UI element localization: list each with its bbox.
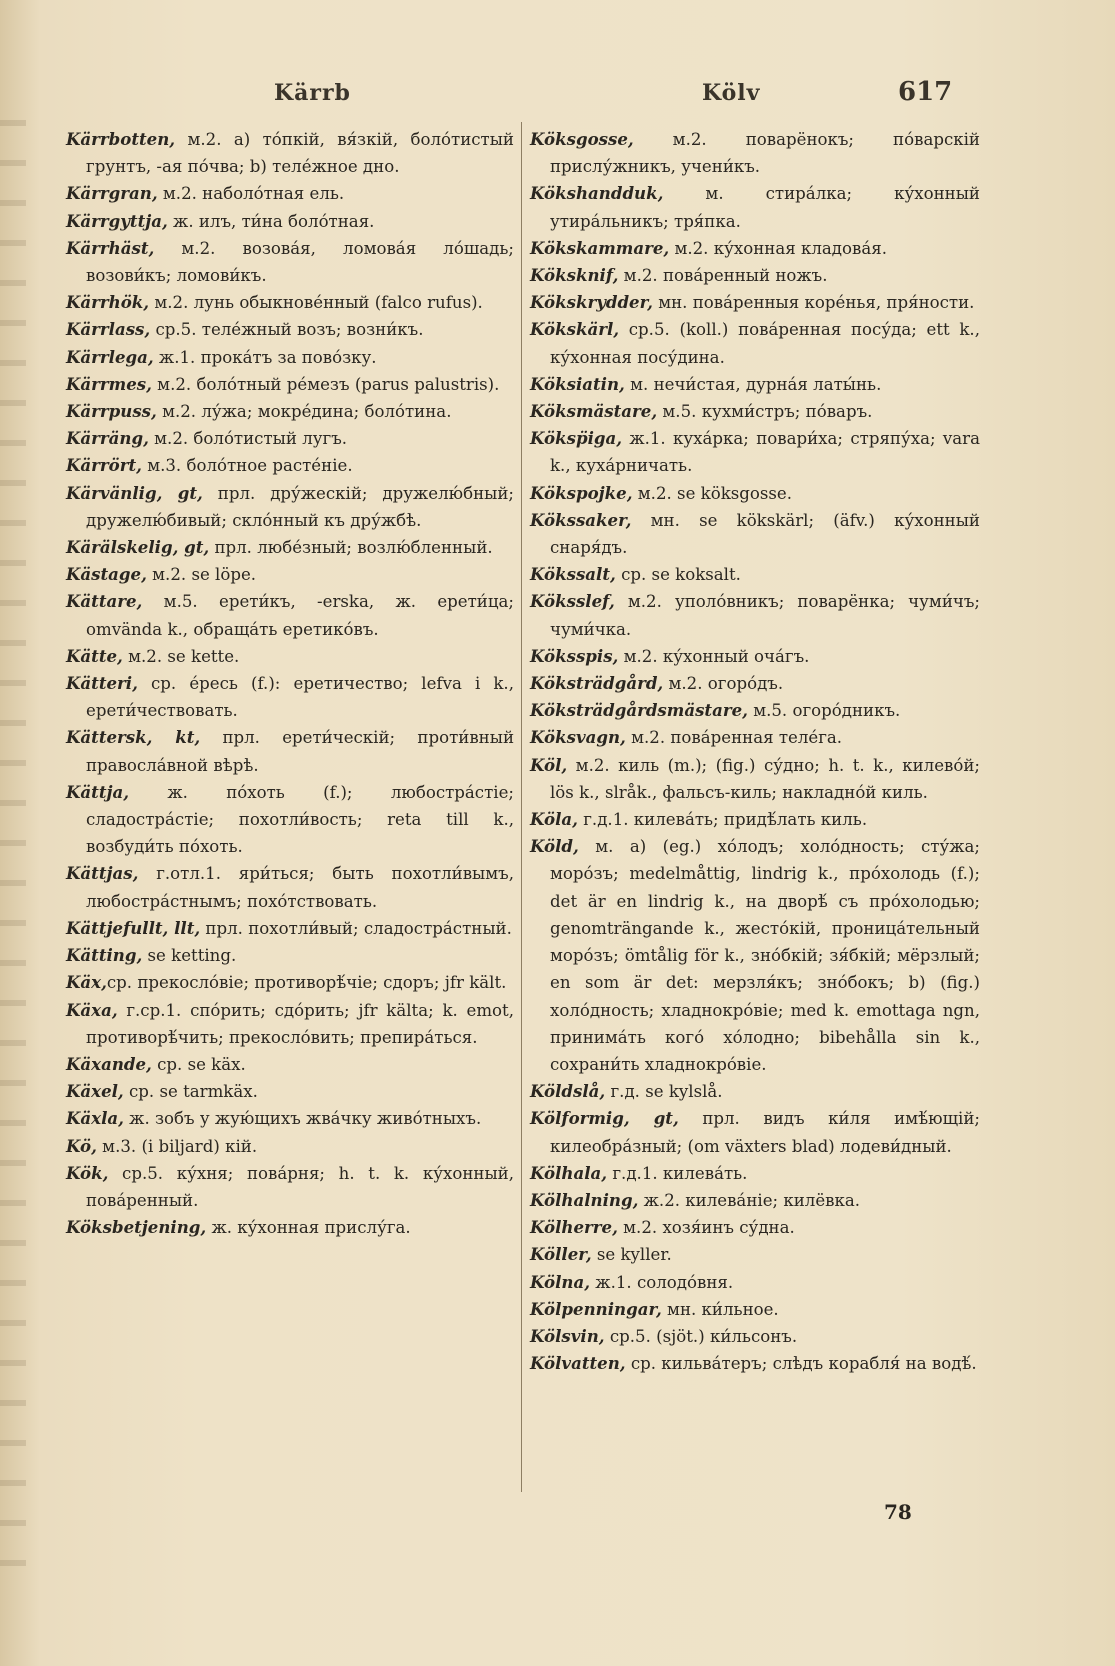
definition: м.2. se köksgosse.: [632, 483, 793, 503]
definition: ж. ку́хонная прислу́га.: [206, 1218, 411, 1238]
headword: Köksträdgårdsmästare,: [530, 700, 748, 721]
definition: прл. похотли́вый; сладостра́стный.: [200, 918, 512, 938]
dictionary-entry: [66, 452, 514, 479]
headword: Kökskammare,: [530, 237, 670, 258]
dictionary-entry: [66, 126, 514, 180]
dictionary-entry: [530, 1078, 980, 1105]
dictionary-entry: [66, 724, 514, 778]
definition: ж. по́хоть (f.); любостра́стіе; сладостра́стіе; похотли́вость; reta till k., возбуди́ть по́хоть.: [86, 782, 514, 857]
definition: м.2. наболо́тная ель.: [157, 184, 345, 204]
dictionary-entry: [66, 1214, 514, 1241]
dictionary-entry: [66, 643, 514, 670]
definition: прл. ерети́ческій; проти́вный правосла́вной вѣрѣ.: [86, 728, 514, 775]
binding-margin: [0, 120, 26, 1600]
definition: г.д.1. килева́ть.: [607, 1163, 748, 1183]
dictionary-entry: [66, 561, 514, 588]
dictionary-entry: [66, 208, 514, 235]
definition: ж. зобъ у жую́щихъ жва́чку живо́тныхъ.: [123, 1109, 482, 1129]
definition: м.2. огоро́дъ.: [663, 674, 784, 694]
headword: Köksbetjening,: [66, 1217, 207, 1238]
dictionary-entry: [530, 180, 980, 234]
definition: м.2. возова́я, ломова́я ло́шадь; возови́къ; ломови́къ.: [86, 238, 514, 286]
headword: Kölvatten,: [530, 1353, 626, 1374]
dictionary-entry: [66, 534, 514, 561]
definition: ср. se koksalt.: [615, 565, 741, 585]
dictionary-entry: [530, 833, 980, 1078]
definition: ср. se tarmkäx.: [123, 1082, 258, 1102]
definition: г.отл.1. яри́ться; быть похотли́вымъ, любостра́стнымъ; похо́тствовать.: [86, 864, 514, 911]
definition: прл. видъ ки́ля имѣ́ющій; килеобра́зный; (om växters blad) лодеви́дный.: [550, 1109, 980, 1156]
definition: м.5. огоро́дникъ.: [747, 701, 901, 721]
definition: г.д. se kylslå.: [605, 1082, 723, 1102]
definition: м.2. боло́тистый лугъ.: [148, 429, 348, 449]
dictionary-entry: [66, 425, 514, 452]
headword: Kökskrydder,: [530, 292, 653, 313]
dictionary-entry: [530, 316, 980, 370]
right-column: [530, 126, 980, 1377]
dictionary-entry: [530, 643, 980, 670]
headword: Köldslå,: [530, 1081, 606, 1102]
dictionary-entry: [530, 724, 980, 751]
headword: Käxande,: [66, 1053, 152, 1074]
headword: Kärrpuss,: [66, 401, 157, 422]
headword: Käxel,: [66, 1081, 124, 1102]
definition: м. стира́лка; ку́хонный утира́льникъ; тря́пка.: [550, 184, 980, 231]
headword: Köksslef,: [530, 591, 615, 612]
headword: Kärrbotten,: [66, 129, 176, 149]
headword: Kättare,: [66, 591, 143, 612]
headword: Kärrhök,: [66, 292, 150, 313]
headword: Kärälskelig, gt,: [66, 537, 210, 558]
definition: м.2. хозя́инъ су́дна.: [617, 1218, 795, 1238]
headword: Käx,: [66, 972, 107, 993]
headword: Kästage,: [66, 564, 147, 585]
headword: Käxa,: [66, 999, 118, 1020]
dictionary-entry: [66, 398, 514, 425]
headword: Kätteri,: [66, 673, 138, 694]
headword: Kölsvin,: [530, 1325, 605, 1346]
dictionary-entry: [530, 398, 980, 425]
definition: ж.1. куха́рка; повари́ха; стряпу́ха; vara k., куха́рничать.: [550, 429, 980, 476]
headword: Köksiatin,: [530, 373, 625, 394]
dictionary-entry: [66, 316, 514, 343]
headword: Kökssaker,: [530, 509, 632, 530]
headword: Köksmästare,: [530, 401, 658, 422]
definition: ср. кильва́теръ; слѣдъ корабля́ на водѣ́.: [625, 1354, 977, 1374]
definition: мн. se kökskärl; (äfv.) ку́хонный снаря́дъ.: [550, 510, 980, 558]
headword: Kökssalt,: [530, 564, 616, 585]
headword: Kärrgyttja,: [66, 210, 168, 231]
dictionary-entry: [530, 752, 980, 806]
dictionary-entry: [530, 1214, 980, 1241]
definition: м. нечи́стая, дурна́я латы́нь.: [624, 374, 882, 394]
definition: г.д.1. килева́ть; придѣ́лать киль.: [577, 810, 868, 830]
dictionary-entry: [530, 1187, 980, 1214]
definition: м.5. кухми́стръ; по́варъ.: [657, 402, 873, 422]
headword: Kökshandduk,: [530, 183, 664, 204]
dictionary-entry: [66, 371, 514, 398]
headword: Kökspojke,: [530, 482, 633, 503]
dictionary-entry: [66, 942, 514, 969]
dictionary-entry: [530, 262, 980, 289]
definition: ср.5. ку́хня; пова́рня; h. t. k. ку́хонный, пова́ренный.: [86, 1163, 514, 1210]
signature-mark: 78: [884, 1500, 912, 1524]
page-number: 617: [898, 77, 953, 107]
headword: Kölhala,: [530, 1162, 608, 1183]
headword: Kärrört,: [66, 455, 142, 476]
headword: Kökskärl,: [530, 319, 620, 340]
definition: м.2. пова́ренный ножъ.: [618, 266, 828, 286]
dictionary-entry: [66, 997, 514, 1051]
running-head-left: Kärrb: [274, 80, 351, 106]
headword: Kätte,: [66, 645, 123, 666]
dictionary-entry: [66, 670, 514, 724]
dictionary-entry: [530, 1296, 980, 1323]
headword: Kärrlass,: [66, 319, 151, 340]
dictionary-entry: [530, 1241, 980, 1268]
headword: Kätting,: [66, 945, 143, 966]
dictionary-entry: [530, 1105, 980, 1159]
definition: ср.5. теле́жный возъ; возни́къ.: [150, 320, 424, 340]
dictionary-entry: [66, 1051, 514, 1078]
definition: м.2. поварёнокъ; по́варскій прислу́жникъ, учени́къ.: [550, 130, 980, 177]
dictionary-entry: [530, 371, 980, 398]
dictionary-entry: [66, 779, 514, 861]
headword: Kölhalning,: [530, 1189, 639, 1210]
dictionary-entry: [66, 480, 514, 534]
dictionary-entry: [530, 480, 980, 507]
definition: м.2. киль (m.); (fig.) су́дно; h. t. k., килево́й; lös k., slråk., фальсъ-киль; накладно́й киль.: [550, 755, 980, 802]
definition: мн. ки́льное.: [661, 1299, 779, 1319]
definition: ср. прекосло́віе; противорѣ́чіе; сдоръ; jfr kält.: [106, 973, 507, 993]
definition: м.2. лу́жа; мокре́дина; боло́тина.: [156, 402, 452, 422]
definition: м.2. пова́ренная теле́га.: [625, 728, 843, 748]
dictionary-entry: [66, 235, 514, 289]
dictionary-entry: [66, 1133, 514, 1160]
dictionary-entry: [530, 289, 980, 316]
headword: Köl,: [530, 754, 568, 775]
dictionary-entry: [530, 1269, 980, 1296]
headword: Köksvagn,: [530, 727, 626, 748]
headword: Köksgosse,: [530, 129, 634, 149]
definition: ж.2. килева́ніе; килёвка.: [638, 1190, 861, 1210]
left-column: [66, 126, 514, 1241]
dictionary-entry: [66, 860, 514, 914]
definition: м.2. se löpe.: [146, 565, 257, 585]
dictionary-entry: [530, 561, 980, 588]
definition: ср. е́ресь (f.): еретичество; lefva i k., ерети́чествовать.: [86, 674, 514, 721]
definition: г.ср.1. спо́рить; сдо́рить; jfr kälta; k. emot, противорѣ́чить; прекосло́вить; препира́ться.: [86, 1000, 514, 1047]
headword: Käxla,: [66, 1108, 124, 1129]
definition: м.3. боло́тное расте́ніе.: [141, 456, 353, 476]
headword: Kärrlega,: [66, 346, 154, 367]
headword: Köld,: [530, 836, 579, 857]
dictionary-entry: [530, 507, 980, 561]
definition: прл. дру́жескій; дружелю́бный; дружелю́бивый; скло́нный къ дру́жбѣ.: [86, 483, 515, 530]
dictionary-entry: [530, 697, 980, 724]
definition: м.3. (i biljard) кій.: [96, 1136, 258, 1156]
definition: м.2. se kette.: [122, 646, 240, 666]
headword: Köksknif,: [530, 265, 619, 286]
dictionary-entry: [66, 1160, 514, 1214]
dictionary-entry: [66, 289, 514, 316]
dictionary-entry: [66, 969, 514, 996]
headword: Kättjefullt, llt,: [66, 917, 201, 938]
headword: Kö,: [66, 1135, 97, 1156]
dictionary-entry: [530, 126, 980, 180]
definition: мн. пова́ренныя коре́нья, пря́ности.: [652, 293, 975, 313]
headword: Köksträdgård,: [530, 673, 664, 694]
dictionary-entry: [530, 1350, 980, 1377]
column-divider: [521, 122, 522, 1492]
headword: Köller,: [530, 1244, 592, 1265]
definition: ж.1. солодо́вня.: [590, 1272, 734, 1292]
headword: Kölpenningar,: [530, 1298, 662, 1319]
definition: м.2. боло́тный ре́мезъ (parus palustris).: [151, 374, 500, 394]
definition: ж.1. прока́тъ за пово́зку.: [153, 347, 377, 367]
definition: м.2. а) то́пкій, вя́зкій, боло́тистый грунтъ, -ая по́чва; b) теле́жное дно.: [86, 130, 514, 177]
definition: прл. любе́зный; возлю́бленный.: [209, 538, 493, 558]
definition: м. а) (eg.) хо́лодъ; холо́дность; сту́жа; моро́зъ; medelmåttig, lindrig k., про́холодь (f.); det är en lindrig k., на дворѣ́ съ про́холодью; genomträngande k., жесто́кій, проница́тельный моро́зъ; ömtålig för k., зно́бкій; зя́бкій; мёрзлый; en som är det: мерзля́къ; зно́бокъ; b) (fig.) холо́дность; хладнокро́віе; med k. emottaga ngn, принима́ть кого́ хо́лодно; bibehålla sin k., сохрани́ть хладнокро́віе.: [550, 837, 980, 1074]
headword: Kölna,: [530, 1271, 591, 1292]
definition: м.2. уполо́вникъ; поварёнка; чуми́чъ; чуми́чка.: [550, 592, 980, 639]
headword: Kärvänlig, gt,: [66, 482, 203, 503]
definition: м.2. ку́хонная кладова́я.: [669, 238, 887, 258]
dictionary-entry: [530, 670, 980, 697]
dictionary-entry: [530, 425, 980, 479]
headword: Köksspis,: [530, 645, 619, 666]
headword: Kättjas,: [66, 863, 139, 884]
headword: Kärrhäst,: [66, 237, 155, 258]
headword: Kärrgran,: [66, 183, 158, 204]
headword: Kättersk, kt,: [66, 727, 201, 748]
dictionary-entry: [66, 1078, 514, 1105]
headword: Kärräng,: [66, 428, 149, 449]
dictionary-entry: [530, 1160, 980, 1187]
definition: м.2. лунь обыкнове́нный (falco rufus).: [149, 293, 483, 313]
dictionary-entry: [530, 235, 980, 262]
dictionary-entry: [530, 1323, 980, 1350]
definition: ж. илъ, ти́на боло́тная.: [167, 211, 375, 231]
definition: м.5. ерети́къ, -erska, ж. ерети́ца; omvända k., обраща́ть еретико́въ.: [86, 592, 514, 639]
definition: se ketting.: [142, 946, 237, 966]
headword: Kärrmes,: [66, 373, 152, 394]
headword: Köla,: [530, 809, 578, 830]
definition: ср.5. (sjöt.) ки́льсонъ.: [604, 1326, 798, 1346]
headword: Köksp̈iga,: [530, 428, 623, 449]
dictionary-entry: [530, 588, 980, 642]
definition: ср. se käx.: [151, 1054, 246, 1074]
headword: Kölformig, gt,: [530, 1108, 679, 1129]
definition: м.2. ку́хонный оча́гъ.: [618, 646, 810, 666]
dictionary-entry: [66, 915, 514, 942]
running-head-right: Kölv: [702, 80, 761, 106]
definition: ср.5. (koll.) пова́ренная посу́да; ett k., ку́хонная посу́дина.: [550, 320, 980, 367]
dictionary-entry: [66, 344, 514, 371]
dictionary-entry: [530, 806, 980, 833]
dictionary-entry: [66, 180, 514, 207]
headword: Kättja,: [66, 781, 130, 802]
headword: Kölherre,: [530, 1217, 618, 1238]
headword: Kök,: [66, 1162, 109, 1183]
dictionary-entry: [66, 1105, 514, 1132]
definition: se kyller.: [591, 1245, 672, 1265]
dictionary-entry: [66, 588, 514, 642]
